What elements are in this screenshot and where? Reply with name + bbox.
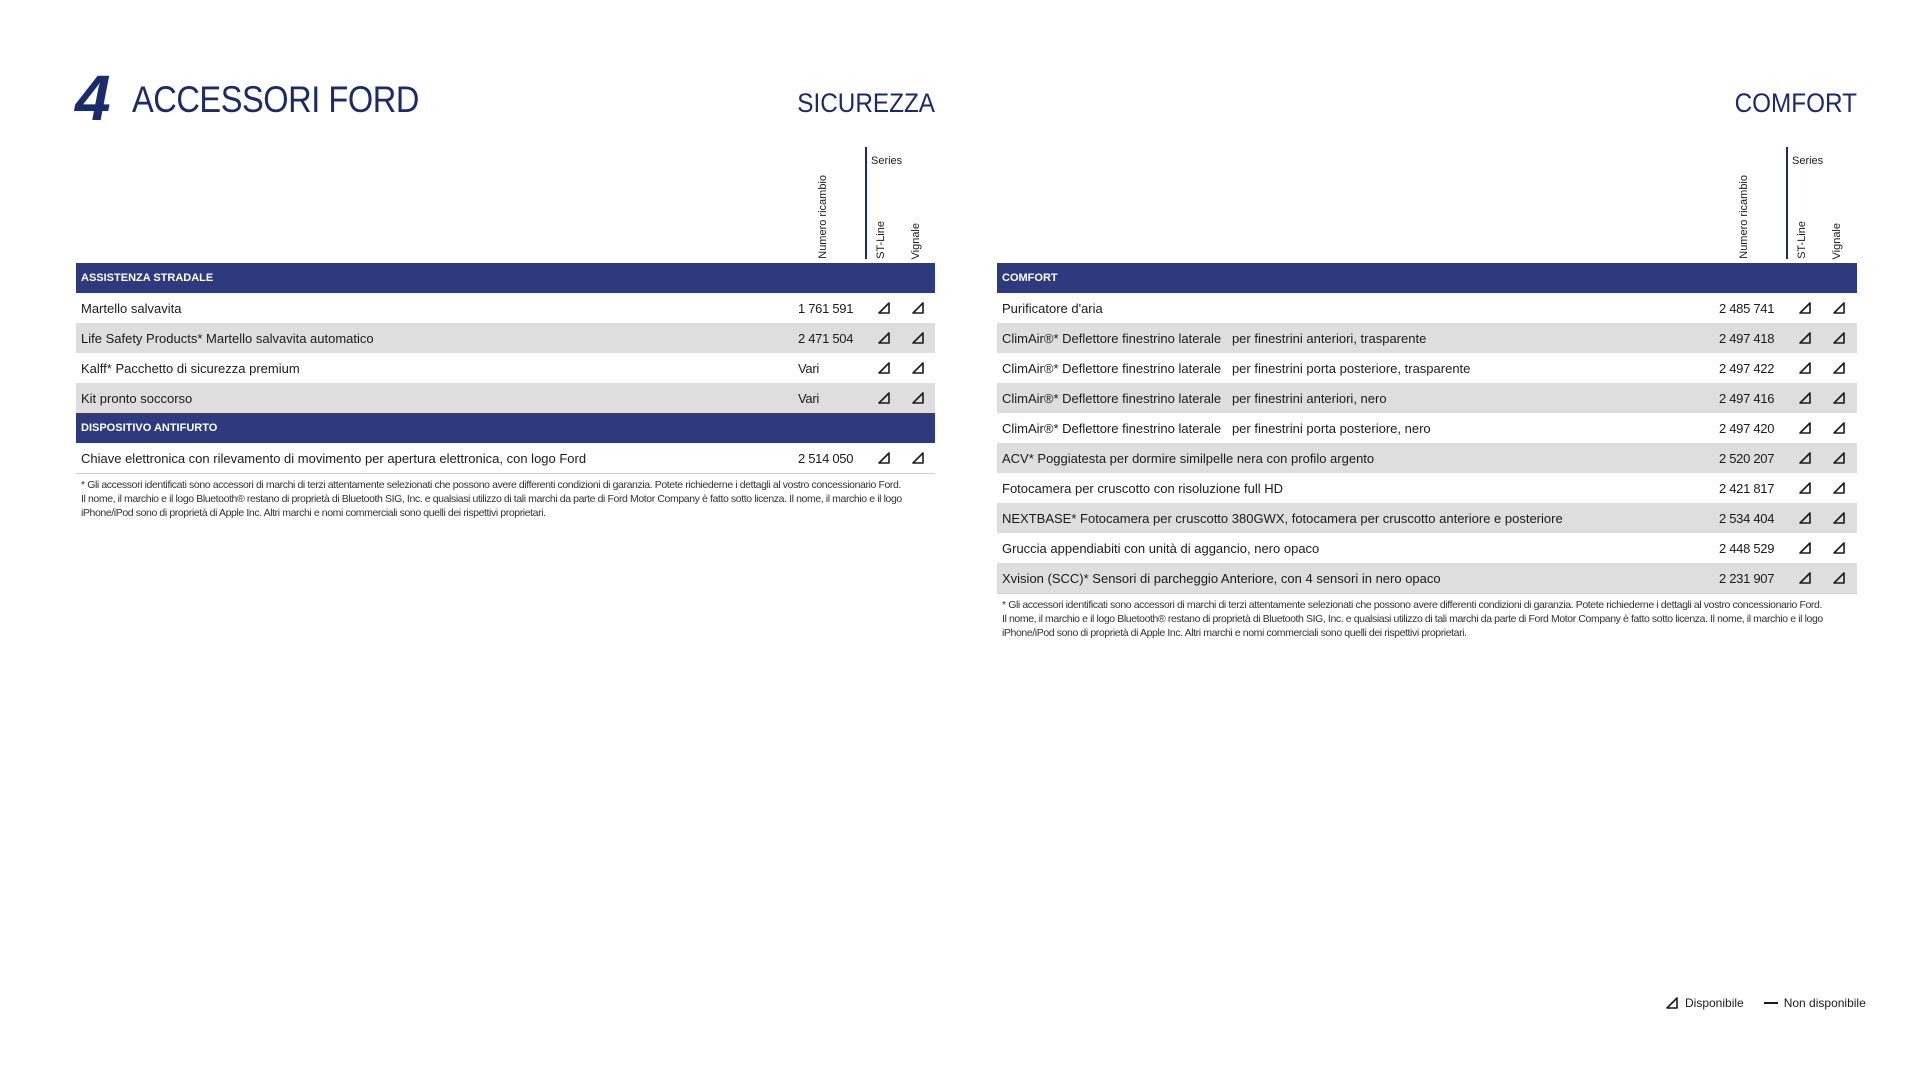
series-divider	[1786, 147, 1788, 259]
table-row	[997, 533, 1857, 563]
row-part-number: 2 485 741	[1719, 300, 1775, 316]
row-part-number: 2 448 529	[1719, 540, 1775, 556]
available-icon	[1798, 571, 1812, 585]
row-description: ClimAir®* Deflettore finestrino laterale per finestrini anteriori, trasparente	[1002, 330, 1427, 346]
available-icon	[1832, 451, 1846, 465]
table-row	[76, 293, 935, 323]
available-icon	[877, 451, 891, 465]
footnote-line: * Gli accessori identificati sono accessori di marchi di terzi attentamente selezionati che possono avere differenti condizioni di garanzia. Potete richiederne i dettagli al vostro concessionario Ford.	[81, 479, 901, 491]
table-row	[76, 443, 935, 473]
available-icon	[1665, 996, 1679, 1010]
category-header	[997, 263, 1857, 293]
available-icon	[1798, 301, 1812, 315]
chapter-title: ACCESSORI FORD	[132, 79, 419, 120]
footnote-line: iPhone/iPod sono di proprietà di Apple Inc. Altri marchi e nomi commerciali sono quelli dei rispettivi proprietari.	[1002, 627, 1467, 639]
row-part-number: 2 231 907	[1719, 570, 1775, 586]
available-icon	[1798, 511, 1812, 525]
row-description: Martello salvavita	[81, 300, 182, 316]
row-part-number: 2 497 418	[1719, 330, 1775, 346]
available-icon	[1832, 331, 1846, 345]
available-icon	[1832, 421, 1846, 435]
not-available-icon	[1764, 1002, 1778, 1004]
available-icon	[1832, 541, 1846, 555]
available-icon	[1798, 331, 1812, 345]
vignale-header: Vignale	[1831, 222, 1843, 259]
table-row	[76, 323, 935, 353]
part-number-header: Numero ricambio	[817, 175, 829, 259]
legend	[1665, 996, 1866, 1010]
available-icon	[877, 361, 891, 375]
table-row	[76, 383, 935, 413]
table-row	[997, 473, 1857, 503]
row-part-number: 2 471 504	[798, 330, 854, 346]
row-description: Purificatore d'aria	[1002, 300, 1103, 316]
available-icon	[1832, 481, 1846, 495]
row-part-number: 2 534 404	[1719, 510, 1775, 526]
category-label: COMFORT	[1002, 272, 1058, 284]
footnote-line: Il nome, il marchio e il logo Bluetooth® restano di proprietà di Bluetooth SIG, Inc. e qualsiasi utilizzo di tali marchi da parte di Ford Motor Company è fatto sotto licenza. Il nome, il marchio e il logo	[81, 493, 902, 505]
row-part-number: 2 497 422	[1719, 360, 1775, 376]
table-row	[997, 503, 1857, 533]
row-description: Kit pronto soccorso	[81, 390, 193, 406]
table-body	[997, 263, 1857, 640]
available-icon	[911, 331, 925, 345]
series-label: Series	[871, 155, 903, 167]
available-icon	[1798, 451, 1812, 465]
row-description: ClimAir®* Deflettore finestrino laterale per finestrini porta posteriore, nero	[1002, 420, 1431, 436]
available-icon	[1832, 301, 1846, 315]
category-header	[76, 413, 935, 443]
row-part-number: 1 761 591	[798, 300, 854, 316]
table-body	[76, 263, 935, 520]
footnote-line: iPhone/iPod sono di proprietà di Apple Inc. Altri marchi e nomi commerciali sono quelli dei rispettivi proprietari.	[81, 507, 546, 519]
available-icon	[1832, 511, 1846, 525]
vignale-header: Vignale	[910, 222, 922, 259]
footnote	[997, 593, 1857, 640]
available-icon	[877, 301, 891, 315]
available-icon	[1798, 361, 1812, 375]
comfort-table	[997, 145, 1857, 640]
footnote-line: * Gli accessori identificati sono accessori di marchi di terzi attentamente selezionati che possono avere differenti condizioni di garanzia. Potete richiederne i dettagli al vostro concessionario Ford.	[1002, 599, 1822, 611]
table-row	[997, 563, 1857, 593]
row-part-number: Vari	[798, 390, 819, 406]
series-label: Series	[1792, 155, 1824, 167]
available-icon	[911, 361, 925, 375]
row-part-number: 2 520 207	[1719, 450, 1775, 466]
available-icon	[911, 451, 925, 465]
available-icon	[877, 391, 891, 405]
row-description: NEXTBASE* Fotocamera per cruscotto 380GWX, fotocamera per cruscotto anteriore e posteriore	[1002, 510, 1563, 526]
available-icon	[1798, 541, 1812, 555]
available-icon	[1832, 361, 1846, 375]
footnote	[76, 473, 935, 520]
row-description: Gruccia appendiabiti con unità di aggancio, nero opaco	[1002, 540, 1320, 556]
legend-available-label: Disponibile	[1685, 996, 1744, 1010]
available-icon	[911, 391, 925, 405]
category-label: ASSISTENZA STRADALE	[81, 272, 214, 284]
series-divider	[865, 147, 867, 259]
available-icon	[1798, 391, 1812, 405]
table-header	[997, 145, 1857, 263]
row-description: Fotocamera per cruscotto con risoluzione full HD	[1002, 480, 1284, 496]
table-row	[997, 443, 1857, 473]
footnote-line: Il nome, il marchio e il logo Bluetooth® restano di proprietà di Bluetooth SIG, Inc. e qualsiasi utilizzo di tali marchi da parte di Ford Motor Company è fatto sotto licenza. Il nome, il marchio e il logo	[1002, 613, 1823, 625]
table-row	[997, 353, 1857, 383]
row-part-number: 2 514 050	[798, 450, 854, 466]
category-label: DISPOSITIVO ANTIFURTO	[81, 422, 218, 434]
table-row	[997, 293, 1857, 323]
sicurezza-table	[76, 145, 935, 520]
part-number-header: Numero ricambio	[1738, 175, 1750, 259]
row-description: Kalff* Pacchetto di sicurezza premium	[81, 360, 300, 376]
category-header	[76, 263, 935, 293]
available-icon	[1832, 391, 1846, 405]
row-part-number: Vari	[798, 360, 819, 376]
available-icon	[1798, 481, 1812, 495]
row-description: ClimAir®* Deflettore finestrino laterale per finestrini porta posteriore, trasparente	[1002, 360, 1471, 376]
available-icon	[1798, 421, 1812, 435]
row-part-number: 2 497 416	[1719, 390, 1775, 406]
row-description: Chiave elettronica con rilevamento di movimento per apertura elettronica, con logo Ford	[81, 450, 587, 466]
row-description: ACV* Poggiatesta per dormire similpelle nera con profilo argento	[1002, 450, 1375, 466]
row-description: Life Safety Products* Martello salvavita automatico	[81, 330, 374, 346]
table-row	[76, 353, 935, 383]
row-part-number: 2 497 420	[1719, 420, 1775, 436]
table-row	[997, 413, 1857, 443]
table-row	[997, 383, 1857, 413]
available-icon	[1832, 571, 1846, 585]
row-description: ClimAir®* Deflettore finestrino laterale per finestrini anteriori, nero	[1002, 390, 1387, 406]
section-title-sicurezza: SICUREZZA	[797, 88, 935, 118]
section-title-comfort: COMFORT	[1734, 88, 1857, 118]
table-header	[76, 145, 935, 263]
available-icon	[911, 301, 925, 315]
legend-not-available-label: Non disponibile	[1783, 996, 1866, 1010]
available-icon	[877, 331, 891, 345]
chapter-number: 4	[75, 62, 109, 134]
row-description: Xvision (SCC)* Sensori di parcheggio Anteriore, con 4 sensori in nero opaco	[1002, 570, 1441, 586]
row-part-number: 2 421 817	[1719, 480, 1775, 496]
st-line-header: ST-Line	[875, 221, 887, 259]
st-line-header: ST-Line	[1796, 221, 1808, 259]
table-row	[997, 323, 1857, 353]
